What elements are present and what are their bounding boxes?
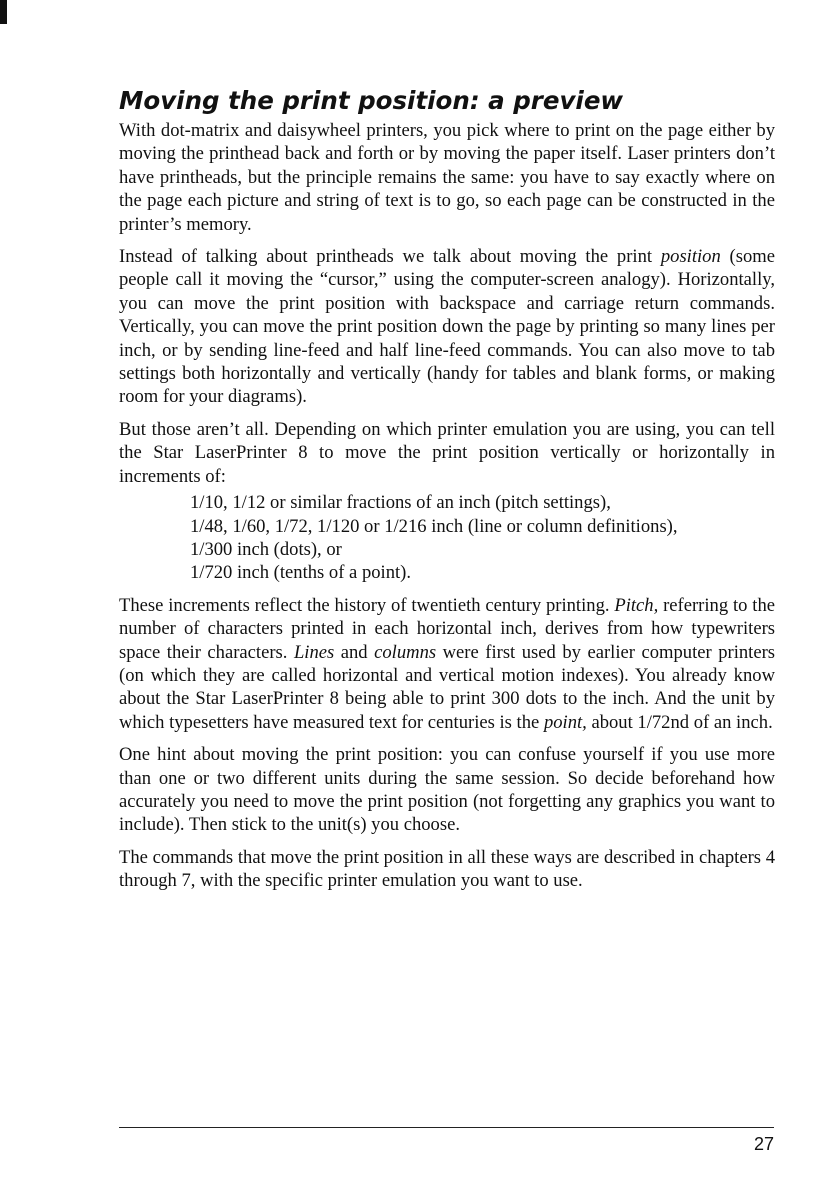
emphasis-pitch: Pitch, [614,594,659,616]
paragraph-history [119,594,775,734]
text-run: These increments reflect the history of twentieth century printing. [119,594,615,616]
text-run: were first used by earlier computer printers (on which they are called horizontal and vertical motion indexes). You already know about the Star LaserPrinter 8 being able to print 300 dots to the inch. And the unit by which typesetters have measured text for centuries is the [119,641,775,733]
text-run: and [334,641,375,663]
list-item: 1/48, 1/60, 1/72, 1/120 or 1/216 inch (line or column definitions), [190,515,678,537]
paragraph-hint: One hint about moving the print position: you can confuse yourself if you use more than one or two different units during the same session. So decide beforehand how accurately you need to move the print position (not forgetting any graphics you want to include). Then stick to the unit(s) you choose. [119,744,775,836]
page-content [119,86,775,902]
emphasis-point: point, [543,711,587,733]
text-run: about 1/72nd of an inch. [586,711,773,733]
page-number: 27 [753,1134,774,1154]
paragraph-intro: With dot-matrix and daisywheel printers, you pick where to print on the page either by moving the printhead back and forth or by moving the paper itself. Laser printers don’t have printheads, but the principle remains the same: you have to say exactly where on the page each picture and string of text is to go, so each page can be constructed in the printer’s memory. [119,120,775,235]
list-item: 1/720 inch (tenths of a point). [190,562,412,584]
text-run: referring to the number of characters printed in each horizontal inch, derives from how typewriters space their characters. [119,594,775,663]
emphasis-lines: Lines [293,641,335,663]
text-run: Instead of talking about printheads we talk about moving the print [119,246,661,268]
paragraph-print-position [119,245,775,409]
paragraph-increments-intro: But those aren’t all. Depending on which printer emulation you are using, you can tell the Star LaserPrinter 8 to move the print position vertically or horizontally in increments of: [119,418,775,487]
increments-list [190,491,775,585]
list-item: 1/300 inch (dots), or [190,538,342,560]
list-item: 1/10, 1/12 or similar fractions of an inch (pitch settings), [190,492,611,514]
section-heading: Moving the print position: a preview [119,86,624,115]
scan-edge-mark [0,0,7,24]
emphasis-columns: columns [374,641,437,663]
emphasis-position: position [660,246,721,268]
text-run: (some people call it moving the “cursor,” using the computer-screen analogy). Horizontally, you can move the print position with backspace and carriage return commands. Vertically, you can move the print position down the page by printing so many lines per inch, or by sending line-feed and half line-feed commands. You can also move to tab settings both horizontally and vertically (handy for tables and blank forms, or making room for your diagrams). [119,246,775,408]
footer-rule [119,1127,774,1128]
paragraph-commands: The commands that move the print position in all these ways are described in chapters 4 through 7, with the specific printer emulation you want to use. [119,846,775,892]
